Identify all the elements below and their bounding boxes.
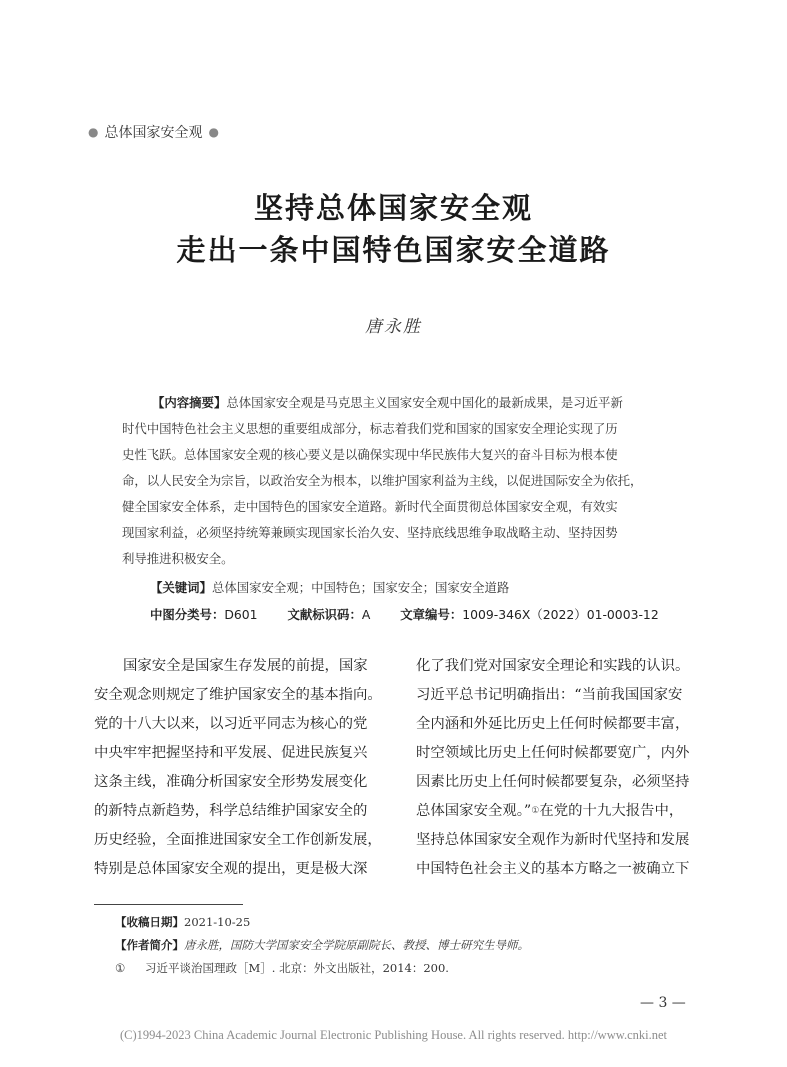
article-number-value: 1009-346X（2022）01-0003-12	[462, 607, 659, 622]
bullet-icon: ●	[88, 125, 99, 139]
keywords-label: 【关键词】	[150, 580, 212, 595]
section-tag	[88, 122, 219, 142]
abstract-label: 【内容摘要】	[152, 395, 227, 410]
body-line: 坚持总体国家安全观作为新时代坚持和发展	[416, 832, 690, 848]
abstract-line: 史性飞跃。总体国家安全观的核心要义是以确保实现中华民族伟大复兴的奋斗目标为根本使	[122, 447, 618, 462]
keywords	[150, 578, 509, 596]
body-line: 中央牢牢把握坚持和平发展、促进民族复兴	[94, 745, 368, 761]
body-line: 的新特点新趋势，科学总结维护国家安全的	[94, 803, 368, 819]
copyright-notice: (C)1994-2023 China Academic Journal Electronic Publishing House. All rights reserved. http://www.cnki.net	[119, 1028, 667, 1042]
body-line: 因素比历史上任何时候都要复杂，必须坚持	[416, 774, 690, 790]
section-tag-label: 总体国家安全观	[104, 125, 203, 141]
body-column-left	[94, 652, 404, 884]
body-column-right	[416, 652, 726, 884]
body-line: 安全观念则规定了维护国家安全的基本指向。	[94, 687, 382, 703]
body-line: 历史经验，全面推进国家安全工作创新发展，	[94, 832, 382, 848]
clc-value: D601	[224, 607, 258, 622]
abstract-line: 命，以人民安全为宗旨，以政治安全为根本，以维护国家利益为主线，以促进国际安全为依托，	[122, 473, 643, 488]
body-line: 总体国家安全观。”①在党的十九大报告中，	[416, 803, 684, 819]
abstract-line: 【内容摘要】总体国家安全观是马克思主义国家安全观中国化的最新成果，是习近平新	[152, 395, 623, 410]
body-line: 党的十八大以来，以习近平同志为核心的党	[94, 716, 368, 732]
abstract-line: 健全国家安全体系，走中国特色的国家安全道路。新时代全面贯彻总体国家安全观，有效实	[122, 499, 618, 514]
body-line: 化了我们党对国家安全理论和实践的认识。	[416, 658, 690, 674]
body-line: 国家安全是国家生存发展的前提，国家	[123, 658, 368, 674]
abstract-line: 现国家利益，必须坚持统筹兼顾实现国家长治久安、坚持底线思维争取战略主动、坚持因势	[122, 525, 618, 540]
received-date: 【收稿日期】2021-10-25	[115, 915, 251, 929]
body-line: 全内涵和外延比历史上任何时候都要丰富，	[416, 716, 690, 732]
body-line: 时空领域比历史上任何时候都要宽广，内外	[416, 745, 690, 761]
reference-note: ① 习近平谈治国理政［M］. 北京：外文出版社，2014：200.	[115, 961, 449, 975]
clc-label: 中图分类号：	[150, 607, 225, 622]
body-line: 中国特色社会主义的基本方略之一被确立下	[416, 861, 690, 877]
page-number: — 3 —	[640, 995, 686, 1011]
doc-code-value: A	[361, 607, 371, 622]
body-line: 这条主线，准确分析国家安全形势发展变化	[94, 774, 368, 790]
article-title-line-2: 走出一条中国特色国家安全道路	[176, 233, 611, 267]
footnote-divider	[94, 904, 243, 905]
body-line: 习近平总书记明确指出：“当前我国国家安	[416, 687, 683, 703]
abstract-line: 利导推进积极安全。	[122, 551, 234, 566]
doc-code-label: 文献标识码：	[287, 607, 362, 622]
article-title-line-1: 坚持总体国家安全观	[253, 191, 533, 225]
classification-line	[150, 605, 685, 623]
footnotes	[115, 911, 529, 980]
author-bio: 【作者简介】唐永胜，国防大学国家安全学院原副院长、教授、博士研究生导师。	[115, 938, 529, 952]
footnote-ref[interactable]: ①	[531, 806, 540, 816]
abstract-line: 时代中国特色社会主义思想的重要组成部分，标志着我们党和国家的国家安全理论实现了历	[122, 421, 618, 436]
bullet-icon: ●	[208, 125, 219, 139]
keywords-text: 总体国家安全观；中国特色；国家安全；国家安全道路	[211, 580, 510, 595]
body-line: 特别是总体国家安全观的提出，更是极大深	[94, 861, 368, 877]
author-name: 唐永胜	[365, 317, 422, 337]
abstract	[122, 390, 682, 572]
article-number-label: 文章编号：	[400, 607, 463, 622]
